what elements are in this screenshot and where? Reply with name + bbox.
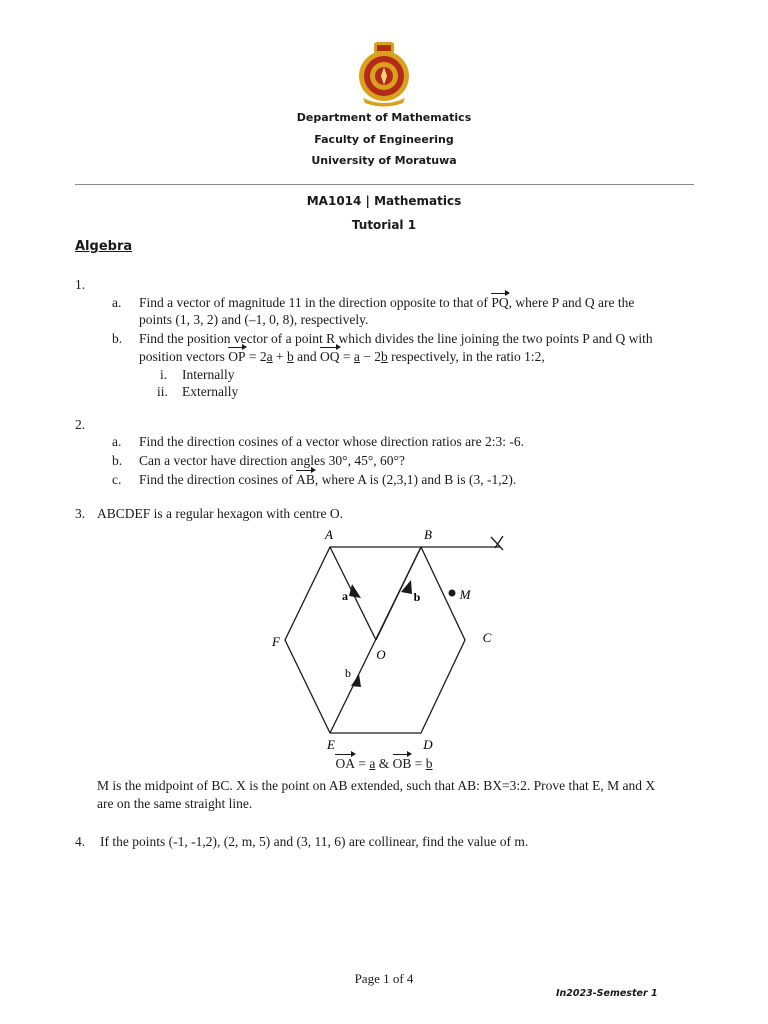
q2c-text-post: , where A is (2,3,1) and B is (3, -1,2). [314, 472, 517, 487]
label-B: B [424, 527, 432, 542]
q2c-line [139, 471, 516, 488]
tutorial-title: Tutorial 1 [351, 218, 417, 232]
q1b-eq2: = [339, 349, 354, 364]
section-title: Algebra [75, 239, 133, 254]
q1b-line2 [139, 348, 545, 365]
q1-number: 1. [75, 277, 86, 292]
q1b-and: and [293, 349, 321, 364]
vector-ab: AB [296, 472, 315, 487]
vector-oa: OA [335, 756, 355, 771]
label-vector-b-lower: b [345, 666, 351, 680]
q1b-ii-text: Externally [182, 384, 239, 399]
hexagon-diagram [245, 522, 525, 758]
course-title: MA1014 | Mathematics [306, 194, 462, 208]
q2b-label: b. [112, 453, 123, 468]
page-number: Page 1 of 4 [354, 971, 414, 986]
label-O: O [376, 647, 386, 662]
label-A: A [325, 527, 333, 542]
label-vector-a: a [342, 589, 348, 603]
q3-number: 3. [75, 506, 86, 521]
q1a-label: a. [112, 295, 122, 310]
q1a-text-pre: Find a vector of magnitude 11 in the direction opposite to that of [139, 295, 492, 310]
vector-b-2: b [381, 349, 388, 364]
q1a-text-post: , where P and Q are the [508, 295, 635, 310]
arrow-b-upper [401, 580, 412, 594]
q4-number: 4. [75, 834, 86, 849]
q1b-i-label: i. [160, 367, 168, 382]
vector-b: b [287, 349, 294, 364]
caption-amp: & [375, 756, 393, 771]
label-E: E [327, 737, 335, 752]
q1b-text-post: respectively, in the ratio 1:2, [387, 349, 545, 364]
vector-oq: OQ [320, 349, 340, 364]
label-vector-b-upper: b [413, 590, 421, 604]
x-mark [491, 536, 503, 550]
q4-text: If the points (-1, -1,2), (2, m, 5) and (3, 11, 6) are collinear, find the value of m. [100, 834, 529, 849]
arrow-b-lower [351, 674, 361, 687]
label-C: C [482, 630, 492, 645]
university-name: University of Moratuwa [311, 154, 457, 167]
caption-vector-b: b [425, 756, 433, 771]
q3-text-line2: are on the same straight line. [97, 796, 253, 811]
q1b-eq1: = 2 [245, 349, 267, 364]
department-name: Department of Mathematics [296, 111, 472, 124]
vector-ob: OB [392, 756, 412, 771]
q2c-text-pre: Find the direction cosines of [139, 472, 297, 487]
vector-a-2: a [353, 349, 360, 364]
q3-vector-caption [0, 755, 768, 772]
q2b-text: Can a vector have direction angles 30°, 45°, 60°? [139, 453, 405, 468]
caption-eq1: = [354, 756, 370, 771]
q2-number: 2. [75, 417, 86, 432]
q1b-label: b. [112, 331, 123, 346]
q1a-line1 [139, 294, 634, 311]
university-crest-logo [355, 40, 413, 108]
q1b-minus: − 2 [359, 349, 382, 364]
q1b-line1: Find the position vector of a point R which divides the line joining the two points P and Q with [139, 331, 653, 346]
q1b-text-pre: position vectors [139, 349, 229, 364]
q1b-i-text: Internally [182, 367, 235, 382]
q2a-text: Find the direction cosines of a vector whose direction ratios are 2:3: -6. [139, 434, 525, 449]
q1b-ii-label: ii. [157, 384, 168, 399]
q2a-label: a. [112, 434, 122, 449]
arrow-a [349, 584, 361, 598]
q2c-label: c. [112, 472, 122, 487]
q3-intro: ABCDEF is a regular hexagon with centre O. [97, 506, 343, 521]
vector-a: a [266, 349, 273, 364]
label-M: M [459, 587, 471, 602]
vector-op: OP [228, 349, 246, 364]
caption-eq2: = [411, 756, 426, 771]
vector-pq: PQ [491, 295, 509, 310]
header-divider [75, 184, 694, 185]
q1b-plus: + [272, 349, 288, 364]
semester-label: In2023-Semester 1 [556, 988, 658, 999]
q3-text-line1: M is the midpoint of BC. X is the point on AB extended, such that AB: BX=3:2. Prove that E, M and X [97, 778, 656, 793]
caption-vector-a: a [369, 756, 376, 771]
q1a-line2: points (1, 3, 2) and (–1, 0, 8), respectively. [139, 312, 369, 327]
point-m [449, 590, 456, 597]
label-D: D [423, 737, 433, 752]
label-F: F [272, 634, 280, 649]
faculty-name: Faculty of Engineering [314, 133, 454, 146]
